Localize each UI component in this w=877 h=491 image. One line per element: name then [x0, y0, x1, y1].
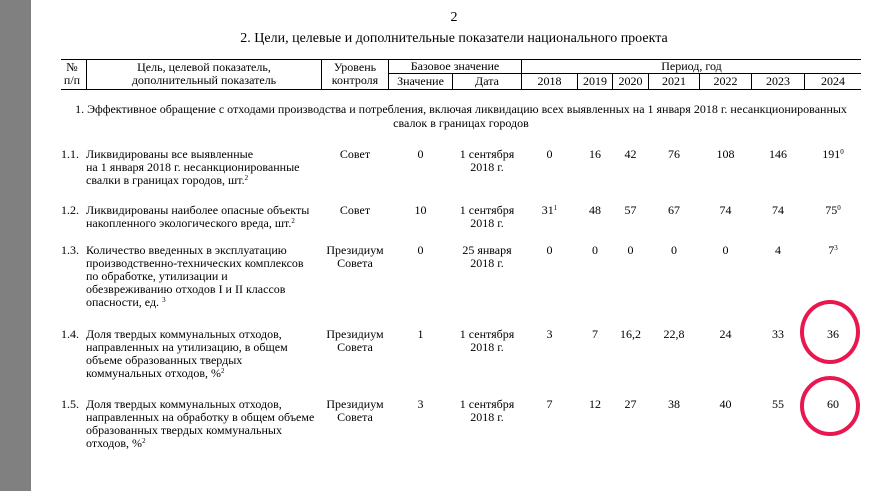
section-title: 2. Цели, целевые и дополнительные показатели национального проекта — [240, 31, 668, 46]
row-indicator: Доля твердых коммунальных отходов, направленных на утилизацию, в общем объеме образованных твердых коммунальных отходов, %$^2$ — [86, 327, 288, 380]
row-level: Совет — [339, 203, 371, 217]
row-value-2021: 0 — [671, 243, 677, 257]
row-value-2022: 24 — [719, 327, 732, 341]
row-base-value: 0 — [417, 147, 424, 161]
row-value-2021: 67 — [668, 203, 680, 217]
document-page — [31, 0, 877, 491]
row-number: 1.5. — [61, 397, 79, 411]
row-base-date: 1 сентября 2018 г. — [459, 203, 515, 230]
header-num: № п/п — [63, 60, 81, 87]
row-value-2020: 16,2 — [620, 327, 641, 341]
header-baseline: Базовое значение — [410, 59, 500, 73]
header-baseline-value: Значение — [397, 74, 444, 88]
row-value-2018: 3 — [546, 327, 553, 341]
row-value-2021: 22,8 — [663, 327, 685, 341]
row-value-2022: 40 — [719, 397, 732, 411]
highlight-circle-1-4 — [800, 300, 860, 364]
row-value-2019: 0 — [592, 243, 598, 257]
viewer-side-panel — [0, 0, 31, 491]
highlight-circle-1-5 — [800, 376, 860, 436]
row-value-2024: $75^0$ — [825, 203, 841, 217]
row-base-value: 1 — [417, 327, 424, 341]
header-year: 2023 — [766, 74, 790, 88]
row-value-2019: 7 — [592, 327, 598, 341]
row-base-date: 25 января 2018 г. — [462, 243, 512, 270]
row-value-2019: 16 — [589, 147, 601, 161]
row-value-2022: 108 — [716, 147, 735, 161]
row-value-2020: 27 — [624, 397, 637, 411]
row-value-2019: 12 — [589, 397, 601, 411]
row-value-2018: 0 — [546, 243, 553, 257]
row-value-2020: 57 — [624, 203, 637, 217]
row-value-2018: $31^1$ — [541, 203, 558, 217]
row-number: 1.4. — [61, 327, 79, 341]
row-value-2023: 74 — [772, 203, 784, 217]
row-value-2023: 33 — [772, 327, 784, 341]
row-value-2024: 36 — [827, 327, 839, 341]
header-baseline-date: Дата — [475, 74, 499, 88]
row-value-2018: 7 — [546, 397, 553, 411]
page-number: 2 — [450, 10, 458, 25]
row-value-2023: 146 — [769, 147, 787, 161]
row-value-2021: 76 — [668, 147, 680, 161]
header-year: 2022 — [713, 74, 738, 88]
row-value-2021: 38 — [668, 397, 680, 411]
row-value-2022: 74 — [719, 203, 732, 217]
row-base-date: 1 сентября 2018 г. — [459, 397, 515, 424]
row-value-2019: 48 — [589, 203, 601, 217]
header-year: 2024 — [821, 74, 845, 88]
row-value-2018: 0 — [546, 147, 553, 161]
row-value-2024: 60 — [827, 397, 839, 411]
row-value-2020: 42 — [624, 147, 637, 161]
header-bottom-rule — [61, 89, 861, 90]
row-base-date: 1 сентября 2018 г. — [459, 327, 515, 354]
header-year: 2019 — [583, 74, 607, 88]
row-base-value: 3 — [417, 397, 424, 411]
row-level: Президиум Совета — [326, 243, 384, 270]
header-level: Уровень контроля — [331, 60, 379, 87]
row-value-2020: 0 — [627, 243, 634, 257]
row-number: 1.3. — [61, 243, 79, 257]
header-period: Период, год — [661, 59, 722, 73]
row-level: Совет — [339, 147, 371, 161]
row-base-date: 1 сентября 2018 г. — [459, 147, 515, 174]
row-level: Президиум Совета — [326, 327, 384, 354]
row-indicator: Ликвидированы наиболее опасные объекты накопленного экологического вреда, шт.$^2$ — [86, 203, 310, 230]
row-indicator: Ликвидированы все выявленные на 1 января 2018 г. несанкционированные свалки в границах городов, шт.$^2$ — [86, 147, 300, 187]
row-value-2022: 0 — [722, 243, 729, 257]
row-base-value: 0 — [417, 243, 424, 257]
row-value-2023: 4 — [775, 243, 781, 257]
header-year: 2018 — [537, 74, 562, 88]
row-indicator: Количество введенных в эксплуатацию производственно-технических комплексов по обработке, утилизации и обезвреживанию отходов I и II классов опасности, ед. $^3$ — [86, 243, 304, 309]
row-value-2024: $7^3$ — [828, 243, 838, 257]
row-value-2023: 55 — [772, 397, 784, 411]
row-base-value: 10 — [414, 203, 427, 217]
row-indicator: Доля твердых коммунальных отходов, направленных на обработку в общем объеме образованных твердых коммунальных отходов, %$^2$ — [86, 397, 315, 450]
row-value-2024: $191^0$ — [822, 147, 844, 161]
group-title: 1. Эффективное обращение с отходами производства и потребления, включая ликвидацию всех выявленных на 1 января 2018 г. несанкционированных свалок в границах городов — [75, 102, 847, 130]
header-year: 2020 — [618, 74, 643, 88]
header-indicator: Цель, целевой показатель, дополнительный показатель — [131, 60, 277, 87]
header-year: 2021 — [662, 74, 686, 88]
row-number: 1.2. — [61, 203, 79, 217]
row-number: 1.1. — [61, 147, 79, 161]
row-level: Президиум Совета — [326, 397, 384, 424]
